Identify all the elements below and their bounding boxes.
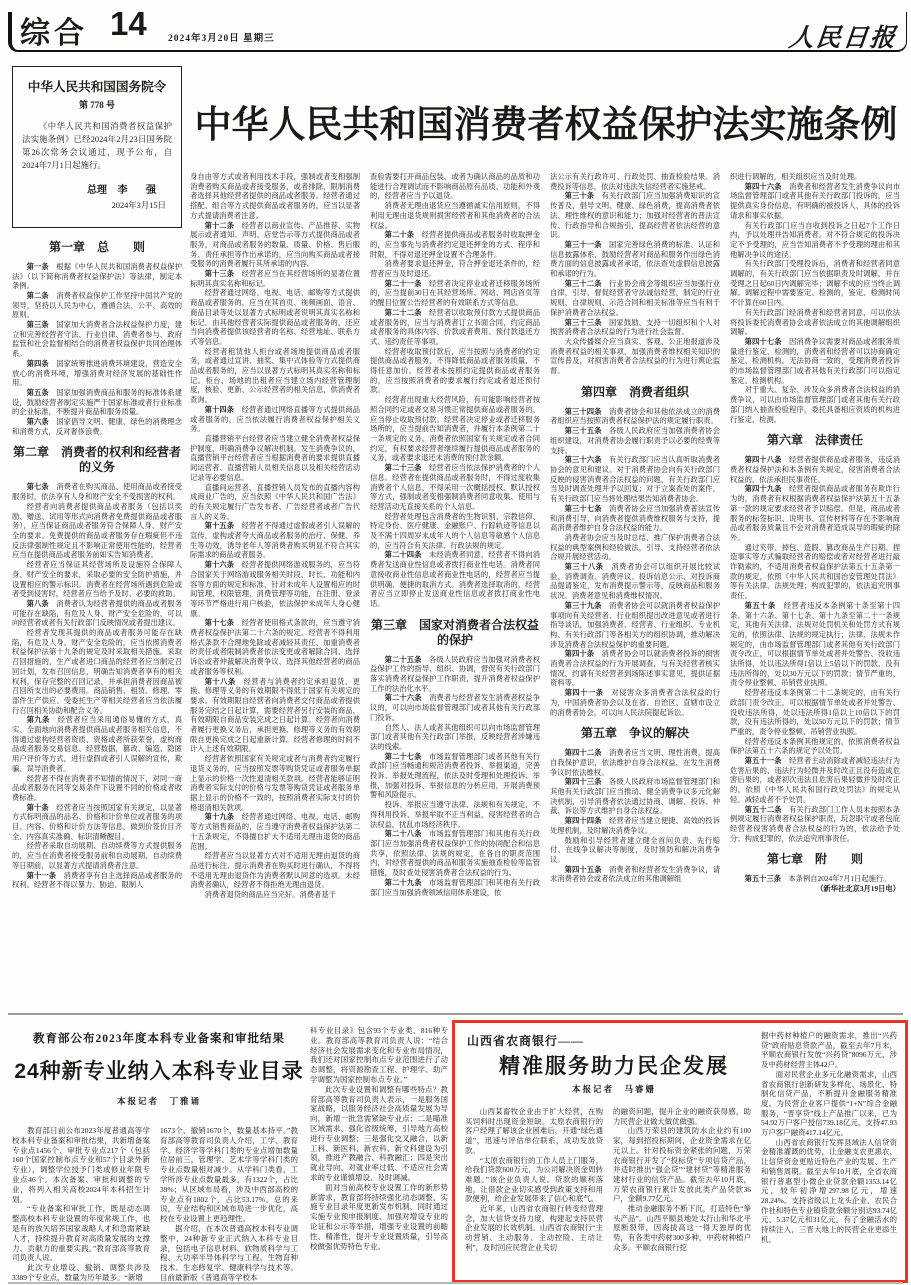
paragraph: 查验需要打开商品包装，或者为确认商品的品质和功能进行合理调试而不影响商品原有品质、功能和外观的，经营者应当予以退货。	[370, 172, 540, 201]
paragraph: 经营者采取自动展期、自动续费等方式提供服务的，应当在消费者接受服务前和自动展期、自动续费等日期前，以显著方式提请消费者注意。	[12, 841, 182, 870]
paragraph: 有关行政部门受理投诉后，消费者和经营者同意调解的，有关行政部门应当依据职责及时调解，并在受理之日起60日内调解完毕；调解不成的应当终止调解。调解过程中需要鉴定、检测的，鉴定、检测时间不计算在60日内。	[730, 259, 900, 308]
decree-box	[12, 66, 182, 228]
paragraph: 第四十四条 经营者应当建立便捷、高效的投诉处理机制，及时解决消费争议。	[550, 816, 720, 835]
paragraph: 第十八条 经营者与消费者约定承担退货、更换、修理等义务的有效期限不得低于国家有关规定的要求。有效期限自经营者向消费者交付商品或者提供服务完结之日起计算，需要经营者另行安装的商品，有效期限自商品安装完成之日起计算。经营者向消费者履行更换义务后，承担更换、修理等义务的有效期限自更换完成之日起重新计算。经营者修理的时间不计入上述有效期限。	[190, 676, 360, 754]
paragraph: 法公示有关行政许可、行政处罚、抽查检验结果、消费投诉等信息，依法对违法失信经营者实施惩戒。	[550, 172, 720, 191]
paragraph: 第四十三条 各级人民政府市场监督管理部门和其他有关行政部门应当推动、健全消费争议多元化解决机制，引导消费者依法通过协商、调解、投诉、仲裁、诉讼等方式维护自身合法权益。	[550, 777, 720, 816]
paragraph: 第二十八条 市场监督管理部门和其他有关行政部门应当加强消费者权益保护工作的协同配合和信息共享，依照法律、法规的规定，在各自的职责范围内，对经营者提供的商品和服务实施抽查检验等监管措施，及时查处侵害消费者合法权益的行为。	[370, 829, 540, 878]
paragraph: “太原农商银行的工作人员上门服务，给我们贷款600万元，为公司解决资金周转难题。”该企业负责人说。贷款的顺利落地，让借款企业切实感受到政策支持和用款便利，给企业发展带来了信心和底气。	[465, 1155, 603, 1204]
paragraph: 第二十四条 未经消费者同意，经营者不得向消费者发送商业性信息或者拨打商业性电话。消费者同意接收商业性信息或者商业性电话的，经营者应当提供明确、便捷的取消方式。消费者选择取消的，经营者应当立即停止发送商业性信息或者拨打商业性电话。	[370, 550, 540, 608]
paragraph: 第四十七条 因消费争议需要对商品或者服务质量进行鉴定、检测的，消费者和经营者可以协商确定鉴定、检测机构。无法协商一致的，受理消费者投诉的市场监督管理部门或者其他有关行政部门可以指定鉴定、检测机构。	[730, 336, 900, 385]
page-bottom-rule	[8, 1282, 903, 1284]
paragraph: 第五条 国家加强消费商品和服务的标准体系建设，鼓励经营者制定实施严于国家标准或者行业标准的企业标准，不断提升商品和服务质量。	[12, 387, 182, 417]
paragraph: 1673个、撤销1670个，数量基本持平。”教育部高等教育司负责人介绍，工学、教育学、经济学等学科门类的专业点增加数量位居前三，管理学、艺术学等学科门类的专业点数量相对减少。从学科门类看，工学所涉专业点数量最多，有1322个，占比39%；从区域布局看，涉及中西部高校的专业点有1802个，占比53.17%。总的来说，专业结构和区域布局进一步优化，高校在专业设置上更趋理性。	[160, 1126, 298, 1224]
section-divider	[8, 1013, 903, 1015]
regulation-column-4	[550, 172, 720, 1012]
section-title: 综合	[20, 17, 88, 50]
chapter-heading: 第七章 附 则	[766, 852, 863, 867]
decree-signature	[22, 186, 172, 196]
regulation-column-5	[730, 172, 900, 1012]
paragraph: 消费者无理由退货应当遵循诚实信用原则，不得利用无理由退货规则损害经营者和其他消费者的合法权益。	[370, 201, 540, 230]
decree-number: 第 778 号	[78, 99, 115, 110]
paragraph: 推动金融服务不断下沉，打造特色“拳头产品”。山西平顺县地处太行山和华北平原断裂带，因海拔高这一得天独厚的优势，有各类中药材300多种，中药材种植户众多。平顺农商银行挖	[613, 1204, 751, 1252]
bank-headline: 精准服务助力民企发展	[499, 1055, 729, 1078]
paragraph: 第三十条 有关行政部门应当加强消费知识的宣传普及，倡导文明、健康、绿色消费，提高消费者依法、理性维权的意识和能力；加强对经营者的普法宣传、行政指导和合规指引，提高经营者依法经营的意识。	[550, 191, 720, 240]
paragraph: 第十二条 经营者以商业宣传、产品推荐、实物展示或者通知、声明、店堂告示等方式提供商品或者服务，对商品或者服务的数量、质量、价格、售后服务、责任承担等作出承诺的，应当向购买商品或者接受服务的消费者履行其所承诺的内容。	[190, 220, 360, 269]
paragraph: 经营者通过网络、电视、电话、邮购等方式提供商品或者服务的，应当在其首页、视频画面、语音、商品目录等处以显著方式标明或者说明其真实名称和标记。由其他经营者实际提供商品或者服务的，还应当向消费者提供该经营者的名称、经营地址、联系方式等信息。	[190, 288, 360, 346]
paragraph: 第三十五条 各级人民政府应当加强消费者协会组织建设，对消费者协会履行职责予以必要的经费等支持。	[550, 426, 720, 455]
paragraph: 第三十一条 国家完善绿色消费的标准、认证和信息披露体系，鼓励经营者对商品和服务作出绿色消费方面的信息披露或者承诺，依法查处虚假信息披露和承诺的行为。	[550, 239, 720, 279]
paragraph: 第十四条 经营者通过网络直播等方式提供商品或者服务的，应当依法履行消费者权益保护相关义务。	[190, 404, 360, 434]
chapter-heading: 第一章 总 则	[48, 239, 145, 254]
bank-column-1	[465, 1107, 603, 1271]
signer-label: 总理	[87, 185, 107, 197]
paragraph: 经营者不得在消费者不知情的情况下，对同一商品或者服务在同等交易条件下设置不同的价格或者收费标准。	[12, 773, 182, 802]
chapter-heading: 第二章 消费者的权利和经营者的义务	[12, 445, 181, 475]
paragraph: 第二十三条 经营者应当依法保护消费者的个人信息。经营者在提供商品或者服务时，不得过度收集消费者个人信息，不得采用一次概括授权、默认授权等方式，强制或者变相强制消费者同意收集、使用与经营活动无直接关系的个人信息。	[370, 463, 540, 511]
paragraph: 经营者应当保证其经营场所及设施符合保障人身、财产安全的要求，采取必要的安全防护措施，并设置相应的警示标识。消费者在经营场所遇到危险或者受到侵害时，经营者应当给予及时、必要的救助。	[12, 560, 182, 599]
paragraph: 掘中药材种植户的融资需求，推出“兴药贷”政府贴息贷款产品，截至去年7月末，平顺农商银行发放“兴药贷”8096万元，涉及中药材经营主体42户。	[761, 1031, 897, 1070]
paragraph: 消费者要求退还押金，符合押金退还条件的，经营者应当及时退还。	[370, 259, 540, 279]
paragraph: （新华社北京3月19日电）	[816, 884, 900, 894]
paragraph: 第三十九条 消费者协会可以就消费者权益保护事项向有关经营者、行业组织提出改进意见或者进行指导谈话，加强消费者、经营者、行业组织、专业机构、有关行政部门等各相关方的组织协调，推动解决涉及消费者合法权益保护的重要问题。	[550, 600, 720, 649]
education-article	[12, 1022, 448, 1282]
paragraph: 第三十七条 消费者协会应当加强消费普法宣传和消费引导，向消费者提供消费维权服务与支持，提高消费者维护自身合法权益的能力。	[550, 503, 720, 533]
paragraph: 此次专业增设、撤销、调整共涉及3389个专业点，数量为历年最多。“新增	[12, 1263, 150, 1282]
paragraph: 经营者依照国家有关规定或者与消费者约定履行退货义务的，应当按照发票等购货凭证或者服务单据上显示的价格一次性退清相关款项。经营者能够证明消费者实际支付的价格与发票等购货凭证或者服务单据上显示的价格不一致的，按照消费者实际支付的价格退清相关款项。	[190, 754, 360, 812]
paragraph: 山西某畜牧企业由于扩大经营，在购买饲料时出现资金短缺。太原农商银行的客户经理了解该企业困难后，开通“绿色通道”，迅速与评估单位联系，成功发放贷款。	[465, 1107, 603, 1155]
paragraph: 自然人、法人或者其他组织可以向市场监督管理部门或者其他有关行政部门举报，反映经营者涉嫌违法的线索。	[370, 722, 540, 751]
paragraph: 消费者协会应当及时总结、推广保护消费者合法权益的典型案例和经验做法，引导、支持经营者依法合规开展经营活动。	[550, 532, 720, 562]
education-article-header	[12, 1030, 306, 1107]
paragraph: 经营者向消费者提供商品或者服务（包括以奖励、赠送、试用等形式向消费者免费提供商品或者服务），应当保证商品或者服务符合保障人身、财产安全的要求。免费提供的商品或者服务存在瑕疵但不违反法律强制性规定且不影响正常使用性能的，经营者应当在提供商品或者服务前如实告知消费者。	[12, 501, 182, 560]
paragraph: 第四十六条 消费者和经营者发生消费争议向市场监督管理部门或者其他有关行政部门投诉的，应当提供真实身份信息、有明确的被投诉人、具体的投诉请求和事实依据。	[730, 181, 900, 220]
paragraph: 第二十五条 各级人民政府应当加强对消费者权益保护工作的指导、组织、协调，督促有关行政部门落实消费者权益保护工作职责，提升消费者权益保护工作的法治化水平。	[370, 654, 540, 693]
paragraph: 直播营销平台经营者应当建立健全消费者权益保护制度，明确消费争议解决机制。发生消费争议的，直播营销平台经营者应当根据消费者的要求提供直播间运营者、直播营销人员相关信息以及相关经营活动记录等必要信息。	[190, 433, 360, 482]
paragraph: “专业备案和审批工作，既是动态调整高校本科专业设置的年度常规工作，也是有的放矢培养国家战略人才和急需紧缺人才，持续提升教育对高质量发展的支撑力、贡献力的重要实践。”教育部高等教育司负责人说。	[12, 1204, 150, 1263]
paragraph: 第三十六条 有关行政部门应当认真听取消费者协会的意见和建议。对于消费者协会向有关行政部门反映的侵害消费者合法权益的问题，有关行政部门应当及时调查处理并予以回复；对于立案查处的案件，有关行政部门应当将处理结果告知消费者协会。	[550, 455, 720, 504]
paragraph: 第三十二条 行业协会商会等组织应当加强行业自律，引导、督促经营者守法诚信经营，制定的行业规则、自律规则、示范合同和相关标准等应当有利于保护消费者合法权益。	[550, 278, 720, 317]
paragraph: 对于重大、复杂、涉及众多消费者合法权益的消费争议，可以由市场监督管理部门或者其他有关行政部门纳入抽查检验程序，委托具备相应资质的机构进行鉴定、检测。	[730, 385, 900, 424]
paragraph: 鼓励和引导经营者建立健全首问负责、先行赔付、在线争议解决等制度，及时预防和解决消费争议。	[550, 835, 720, 864]
paragraph: 第三条 国家加大消费者合法权益保护力度，建立和完善经营者守法、行业自律、消费者参与、政府监管和社会监督相结合的消费者权益保护共同治理体系。	[12, 320, 182, 359]
paragraph: 近年来，山西省农商银行转变经营理念，加大信贷支持力度，构建起支持民营企业发展的长效机制。山西省农商银行“主动营销、主动服务、主动控险、主动让利”，及时回应民营企业关切	[465, 1204, 603, 1252]
chapter-heading: 第四章 消费者组织	[580, 384, 689, 399]
paragraph: 第二十六条 消费者与经营者发生消费者权益争议的，可以向市场监督管理部门或者其他有关行政部门投诉。	[370, 693, 540, 722]
chapter-heading: 第三章 国家对消费者合法权益的保护	[370, 617, 539, 647]
paragraph: 第一条 根据《中华人民共和国消费者权益保护法》（以下简称消费者权益保护法）等法律，制定本条例。	[12, 261, 182, 291]
decree-title: 中华人民共和国国务院令	[27, 80, 167, 94]
education-column-1	[12, 1126, 150, 1282]
paragraph: 第二十二条 经营者以收取预付款方式提供商品或者服务的，应当与消费者订立书面合同，约定商品或者服务的具体内容、价款或者费用、预付款退还方式、违约责任等事项。	[370, 307, 540, 346]
education-headline: 24种新专业纳入本科专业目录	[14, 1060, 304, 1083]
paragraph: 科专业目录》包含93个专业类、816种专业。教育部高等教育司负责人说：“结合经济社会发展需求变化和专业布局情况，我们还对国家控制布点专业范围进行了动态调整，将资源勘查工程、护理学、助产学调整为国家控制布点专业。”	[310, 1026, 448, 1084]
paragraph: 第四条 国家统筹推进消费环境建设，营造安全放心的消费环境，增强消费对经济发展的基础性作用。	[12, 358, 182, 388]
paragraph: 第五十二条 有关行政部门工作人员未按照本条例规定履行消费者权益保护职责，玩忽职守或者包庇经营者侵害消费者合法权益的行为的，依法给予处分；构成犯罪的，依法追究刑事责任。	[730, 804, 900, 843]
paragraph: 经营者出现重大经营风险，有可能影响经营者按照合同约定或者交易习惯正常提供商品或者服务的，应当停止收取预付款。经营者决定停业或者迁移服务场所的，应当提前告知消费者，并履行本条例第二十一条规定的义务。消费者依照国家有关规定或者合同约定，有权要求经营者继续履行提供商品或者服务的义务，或者要求退还未消费的预付款余额。	[370, 395, 540, 463]
paragraph: 经营者应当以显著方式对不适用无理由退货的商品进行标注，提示消费者在购买时进行确认，不得将不适用无理由退货作为消费者默认同意的选项。未经消费者确认，经营者不得拒绝无理由退货。	[190, 851, 360, 890]
paragraph: 第六条 国家倡导文明、健康、绿色的消费理念和消费方式，反对奢侈浪费。	[12, 417, 182, 436]
paragraph: 经营者处理包含消费者的生物识别、宗教信仰、特定身份、医疗健康、金融账户、行踪轨迹等信息以及不满十四周岁未成年人的个人信息等敏感个人信息的，应当符合有关法律、行政法规的规定。	[370, 511, 540, 550]
paragraph: 第三十三条 国家鼓励、支持一切组织和个人对损害消费者合法权益的行为进行社会监督。	[550, 317, 720, 337]
paragraph: 第五十条 经营者违反本条例第十条至第十四条、第十六条、第十七条、第十九条至第二十一条规定，其他有关法律、法规对处罚机关和处罚方式有规定的，依照法律、法规的规定执行；法律、法规未作规定的，由市场监督管理部门或者其他有关行政部门责令改正，可以根据情节单处或者并处警告、没收违法所得，处以违法所得1倍以上5倍以下的罚款，没有违法所得的，处以30万元以下的罚款；情节严重的，责令停业整顿、吊销营业执照。	[730, 600, 900, 688]
paragraph: 第二十条 经营者提供商品或者服务时收取押金的，应当事先与消费者约定退还押金的方式、程序和时限，不得对退还押金设置不合理条件。	[370, 230, 540, 259]
paragraph: 第八条 消费者认为经营者提供的商品或者服务可能存在缺陷，有危及人身、财产安全危险的，可以向经营者或者有关行政部门反映情况或者提出建议。	[12, 598, 182, 628]
paragraph: 第十七条 经营者使用格式条款的，应当遵守消费者权益保护法第二十六条的规定。经营者不得利用格式条款不合理地免除或者减轻其责任、加重消费者的责任或者限制消费者依法变更或者解除合同、选择诉讼或者仲裁解决消费争议、选择其他经营者的商品或者服务等权利。	[190, 618, 360, 676]
paragraph: 山西省农商银行发挥县域法人信贷资金精准灌溉的优势，让金融支农更惠农，让信贷资金更贴近特色产业的发展、生产和销售周期。截至去年10月底，全省农商银行普惠型小微企业贷款余额1353.14亿元，较年初净增297.98亿元，增速28.24%。支持省级以上龙头企业、农民合作社和特色专业镇贷款余额分别达93.74亿元、5.37亿元和31亿元。有了金融活水的持续注入，三晋大地上的民营企业更添生机。	[761, 1137, 897, 1244]
paragraph: 第九条 经营者应当采用通俗易懂的方式，真实、全面地向消费者提供商品或者服务相关信息，不得通过虚构经营者资质、资格或者所获荣誉，虚构商品或者服务交易信息、经营数据，篡改、编造、隐匿用户评价等方式，进行虚假或者引人误解的宣传，欺骗、误导消费者。	[12, 715, 182, 773]
chapter-heading: 第五章 争议的解决	[580, 726, 689, 741]
bank-byline: 本报记者 马睿姗	[571, 1084, 656, 1094]
paragraph: 通过夹带、掉包、造假、篡改商品生产日期、捏造事实等方式骗取经营者的赔偿或者对经营者进行敲诈勒索的，不适用消费者权益保护法第五十五条第一款的规定，依照《中华人民共和国治安管理处罚法》等有关法律、法规处理；构成犯罪的，依法追究刑事责任。	[730, 542, 900, 601]
paragraph: 的融资问题，提升企业的融资获得感，助力民营企业做大做优做强。	[613, 1107, 751, 1126]
paragraph: 面对当前高校专业设置工作的新形势新需求，教育部将持续强化动态调整，实施专业目录年度更新发布机制，同时通过实施专业预申报制度、加强对增设专业的论证和公示等举措，增强专业设置的前瞻性、精准性，提升专业设置质量，引导高校做强优势特色专业。	[310, 1182, 448, 1251]
bank-column-3	[761, 1031, 897, 1273]
bank-column-2	[613, 1107, 751, 1271]
page-number: 14	[110, 5, 147, 42]
page-date: 2024年3月20日 星期三	[168, 34, 275, 44]
paragraph: 第十条 经营者应当按照国家有关规定，以显著方式标明商品的品名、价格和计价单位或者服务的项目、内容、价格和计价方法等信息，做到价签价目齐全、内容真实准确、标识清晰醒目。	[12, 802, 182, 841]
paragraph: 第十三条 经营者应当在其经营场所的显著位置标明其真实名称和标记。	[190, 269, 360, 288]
paragraph: 第二十七条 市场监督管理部门或者其他有关行政部门应当畅通和规范消费者投诉、举报渠道，完善投诉、举报处理流程，依法及时受理和处理投诉、举报，加强对投诉、举报信息的分析应用，开展消费预警和风险提示。	[370, 751, 540, 800]
paragraph: 直播间运营者、直播营销人员发布的直播内容构成商业广告的，应当依照《中华人民共和国广告法》的有关规定履行广告发布者、广告经营者或者广告代言人的义务。	[190, 482, 360, 521]
paragraph: 第二十一条 经营者决定停业或者迁移服务场所的，应当提前30日在其经营场所、网站、网店首页等的醒目位置公告经营者的有效联系方式等信息。	[370, 278, 540, 308]
bank-kicker: 山西省农商银行——	[467, 1034, 585, 1048]
paragraph: 大众传播媒介应当真实、客观、公正地报道涉及消费者权益的相关事项，加强消费者维权相关知识的宣传普及，对损害消费者合法权益的行为进行舆论监督。	[550, 336, 720, 376]
paragraph: 经营者收取预付款后，应当按照与消费者的约定提供商品或者服务，不得降低商品或者服务质量，不得任意加价。经营者未按照约定提供商品或者服务的，应当按照消费者的要求履行约定或者退还预付款。	[370, 346, 540, 395]
paragraph: 第五十一条 经营者主动消除或者减轻违法行为危害后果的，违法行为轻微并及时改正且没有造成危害后果的，或者初次违法且危害后果轻微并及时改正的，依照《中华人民共和国行政处罚法》的规定从轻、减轻或者不予处罚。	[730, 756, 900, 804]
decree-date: 2024年3月15日	[111, 201, 166, 211]
paragraph: 教育部日前公布2023年度普通高等学校本科专业备案和审批结果，共新增备案专业点1456个、审批专业点217个（包括160个国家控制布点专业和57个目录外新专业），调整学位授予门类或修业年限专业点46个。本次备案、审批和调整的专业，将列入相关高校2024年本科招生计划。	[12, 1126, 150, 1204]
paragraph: 面对民营企业多元化融资需求，山西省农商银行创新研发多样化、场景化、特制化信贷产品，不断提升金融服务精准度。为民营企业客户提供“1+N”综合金融服务，“晋享贷”线上产品推广以来，已为54.92万户客户授信739.18亿元，支持47.93万户客户融资417.14亿元。	[761, 1069, 897, 1138]
masthead-logo: 人民日报	[787, 25, 899, 52]
paragraph: 据介绍，在本次普通高校本科专业调整中，24种新专业正式纳入本科专业目录，包括电子信息材料、软物质科学与工程、大功率半导体科学与工程、生物育种技术、生态修复学、健康科学与技术等。目前最新版《普通高等学校本	[160, 1223, 298, 1282]
paragraph: 第四十八条 经营者提供商品或者服务，违反消费者权益保护法和本条例有关规定，侵害消费者合法权益的，依法承担民事责任。	[730, 455, 900, 484]
education-kicker: 教育部公布2023年度本科专业备案和审批结果	[33, 1033, 285, 1045]
paragraph: 第四十五条 消费者和经营者发生消费争议，请求消费者协会或者依法成立的其他调解组	[550, 864, 720, 884]
paragraph: 经营者违反本条例第二十二条规定的，由有关行政部门责令改正，可以根据情节单处或者并处警告、没收违法所得，处以违法所得1倍以上10倍以下的罚款，没有违法所得的，处以50万元以下的罚款；情节严重的，责令停业整顿、吊销营业执照。	[730, 688, 900, 736]
paragraph: 第二条 消费者权益保护工作坚持中国共产党的领导，坚持以人民为中心，遵循合法、公平、高效的原则。	[12, 290, 182, 320]
paragraph: 第四十二条 消费者应当文明、理性消费，提高自我保护意识，依法维护自身合法权益，在发生消费争议时依法维权。	[550, 748, 720, 777]
paragraph: 消费者退货的商品应当完好。消费者基于	[204, 890, 336, 900]
education-byline: 本报记者 丁雅诵	[116, 1096, 201, 1106]
regulation-column-1	[12, 66, 182, 1012]
paragraph: 经营者违反本条例其他规定的，依照消费者权益保护法第五十六条的规定予以处罚。	[730, 736, 900, 756]
paragraph: 第四十条 消费者协会可以就消费者投诉的损害消费者合法权益的行为开展调查，与有关经营者核实情况，约请有关经营者到场陈述事实意见，提供证据资料等。	[550, 649, 720, 688]
paragraph: 第四十九条 经营者提供商品或者服务有欺诈行为的，消费者有权根据消费者权益保护法第五十五条第一款的规定要求经营者予以赔偿。但是，商品或者服务的标签标识、说明书、宣传材料等存在不影响商品或者服务质量且不会对消费者造成误导的瑕疵的除外。	[730, 484, 900, 542]
decree-body: 《中华人民共和国消费者权益保护法实施条例》已经2024年2月23日国务院第26次常务会议通过，现予公布，自2024年7月1日起施行。	[22, 122, 172, 171]
education-column-3	[310, 1026, 448, 1282]
regulation-column-2	[190, 172, 360, 1012]
paragraph: 投诉、举报应当遵守法律、法规和有关规定，不得利用投诉、举报牟取不正当利益，侵害经营者的合法权益，扰乱市场经济秩序。	[370, 800, 540, 829]
paragraph: 第七条 消费者在购买商品、使用商品或者接受服务时，依法享有人身和财产安全不受损害的权利。	[12, 482, 182, 502]
paragraph: 第三十四条 消费者协会和其他依法成立的消费者组织应当按照消费者权益保护法的规定履行职责。	[550, 406, 720, 426]
signer-name: 李 强	[117, 185, 164, 197]
paragraph: 第二十九条 市场监督管理部门和其他有关行政部门应当加强消费领域信用体系建设，依	[370, 877, 540, 897]
paragraph: 第三十八条 消费者协会可以组织开展比较试验、消费调查、消费评议、投诉信息公示、对投诉商品提请鉴定、发布消费提示警示等，反映商品和服务状况、消费者意见和消费维权情况。	[550, 562, 720, 601]
paragraph: 第十六条 经营者提供网络游戏服务的，应当符合国家关于网络游戏服务相关时段、时长、功能和内容等方面的规定和标准，针对未成年人设置相应的时间管理、权限管理、消费管理等功能，在注册、登录等环节严格进行用户核验，依法保护未成年人身心健康。	[190, 560, 360, 618]
bank-article-red-box	[452, 1020, 908, 1283]
paragraph: 第四十一条 对侵害众多消费者合法权益的行为，中国消费者协会以及在省、自治区、直辖市设立的消费者协会，可以向人民法院提起诉讼。	[550, 688, 720, 717]
paragraph: 第五十三条 本条例自2024年7月1日起施行。	[744, 874, 891, 884]
paragraph: 身自由等方式或者利用技术手段，强制或者变相强制消费者购买商品或者接受服务，或者排除、限制消费者选择其他经营者提供的商品或者服务。经营者通过搭配、组合等方式提供商品或者服务的，应当以显著方式提请消费者注意。	[190, 172, 360, 220]
paragraph: 此次专业设置和调整有哪些特点？教育部高等教育司负责人表示，一是服务国家战略，以服务经济社会高质量发展为导向，新增一批急需紧缺专业点；二是瞄准区域需求，强化省级统筹，引导地方高校进行专业调整；三是强化交叉融合，以新工科、新医科、新农科、新文科建设为引领，推进产教融合、科教融汇；四是突出就业导向，对就业率过低、不适应社会需求的专业谨慎增设、及时调减。	[310, 1084, 448, 1182]
main-headline: 中华人民共和国消费者权益保护法实施条例	[194, 104, 898, 145]
paragraph: 第十一条 消费者享有自主选择商品或者服务的权利。经营者不得以暴力、胁迫、限制人	[12, 870, 182, 890]
chapter-heading: 第六章 法律责任	[766, 433, 863, 448]
education-column-2	[160, 1126, 298, 1282]
paragraph: 山西万荣县的建筑防水企业约有100家，每到招投标期间，企业资金需求在亿元以上。针对投标资金紧张的问题，万荣农商银行开发了“投标贷”专项信贷产品，并适时推出“强企贷”“建材贷”等精准服务建材行业的信贷产品。截至去年10月底，万荣农商银行累计发放此类产品贷款36户，金额9.77亿元。	[613, 1126, 751, 1204]
paragraph: 第十五条 经营者不得通过虚假或者引人误解的宣传，虚构或者夸大商品或者服务的治疗、保健、养生等功效，诱导老年人等消费者购买明显不符合其实际需求的商品或者服务。	[190, 521, 360, 560]
paragraph: 有关行政部门应当自收到投诉之日起7个工作日内，予以处理并告知消费者。对不符合规定的投诉决定不予受理的，应当告知消费者不予受理的理由和其他解决争议的途径。	[730, 220, 900, 259]
paragraph: 第十九条 经营者通过网络、电视、电话、邮购等方式销售商品的，应当遵守消费者权益保护法第二十五条规定，不得擅自扩大不适用无理由退货的商品范围。	[190, 812, 360, 851]
paragraph: 织进行调解的，相关组织应当及时处理。	[730, 172, 862, 181]
paragraph: 有关行政部门经消费者和经营者同意，可以依法将投诉委托消费者协会或者依法成立的其他调解组织调解。	[730, 307, 900, 337]
regulation-column-3	[370, 172, 540, 1012]
paragraph: 经营者发现其提供的商品或者服务可能存在缺陷，有危及人身、财产安全危险的，应当依照消费者权益保护法第十九条的规定及时采取相关措施。采取召回措施的，生产或者进口商品的经营者应当制定召回计划，发布召回信息，明确告知消费者享有的相关权利，保存完整的召回记录，并承担消费者因商品被召回所支出的必要费用。商品销售、租赁、修理、零部件生产供应、受委托生产等相关经营者应当依法履行召回相关协助和配合义务。	[12, 628, 182, 715]
paragraph: 经营者租赁他人柜台或者场地提供商品或者服务，或者通过宣讲、抽奖、集中式体验等方式提供商品或者服务的，应当以显著方式标明其真实名称和标记。柜台、场地的出租者应当建立场内经营管理制度，核验、更新、公示经营者的相关信息，供消费者查询。	[190, 346, 360, 405]
